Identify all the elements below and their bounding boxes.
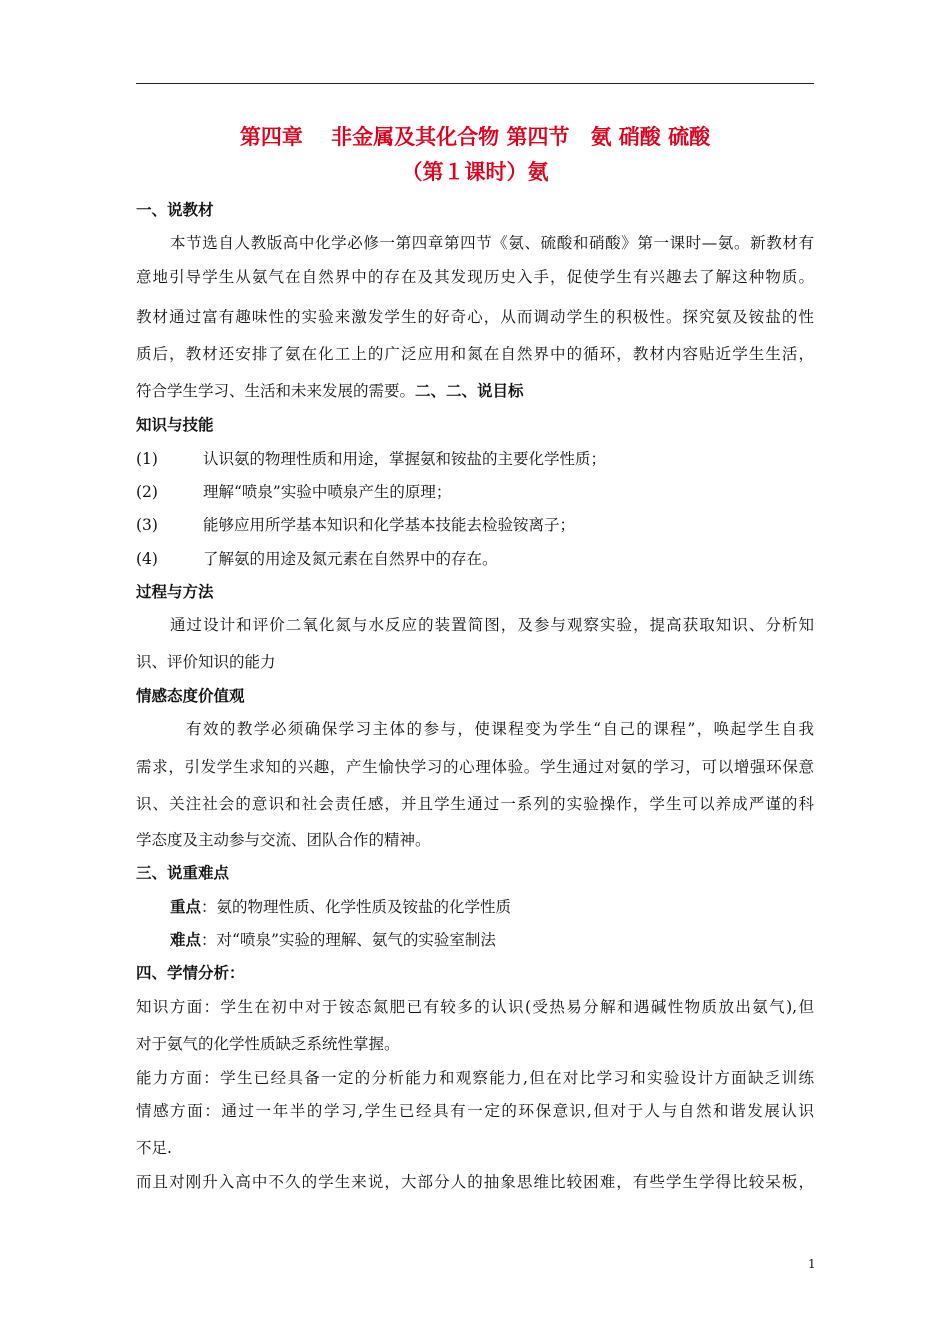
process-line1: 通过设计和评价二氧化氮与水反应的装置简图，及参与观察实验，提高获取知识、分析知 [170,616,814,634]
section4-line1: 知识方面：学生在初中对于铵态氮肥已有较多的认识(受热易分解和遇碱性物质放出氨气),但 [136,998,814,1016]
section1-line2: 意地引导学生从氨气在自然界中的存在及其发现历史入手，促使学生有兴趣去了解这种物质。 [136,268,814,286]
section1-line5 [136,380,524,402]
section4-heading: 四、学情分析： [136,963,245,982]
section3-heading: 三、说重难点 [136,863,230,882]
item-text-4: 了解氨的用途及氮元素在自然界中的存在。 [203,550,498,568]
difficult-point-label: 难点 [170,930,202,949]
item-text-2: 理解“喷泉”实验中喷泉产生的原理； [203,483,452,501]
section1-line4: 质后，教材还安排了氨在化工上的广泛应用和氮在自然界中的循环，教材内容贴近学生生活， [136,345,814,363]
section4-line6: 而且对刚升入高中不久的学生来说，大部分人的抽象思维比较困难，有些学生学得比较呆板， [136,1173,814,1191]
doc-title-line1: 第四章 非金属及其化合物 第四节 氨 硝酸 硫酸 [239,124,711,149]
section1-last-text: 符合学生学习、生活和未来发展的需要。 [136,382,416,400]
item-number-1: (1) [136,450,158,468]
section4-line4: 情感方面：通过一年半的学习,学生已经具有一定的环保意识,但对于人与自然和谐发展认识 [136,1102,814,1120]
item-number-4: (4) [136,550,158,568]
section4-line2: 对于氨气的化学性质缺乏系统性掌握。 [136,1035,400,1053]
section1-line1: 本节选自人教版高中化学必修一第四章第四节《氨、硫酸和硝酸》第一课时—氨。新教材有 [170,234,814,252]
emotion-heading: 情感态度价值观 [136,686,245,705]
key-point-label: 重点 [170,897,202,916]
emotion-line2: 需求，引发学生求知的兴趣，产生愉快学习的心理体验。学生通过对氨的学习，可以增强环保意 [136,758,814,776]
knowledge-heading: 知识与技能 [136,415,214,434]
process-line2: 识、评价知识的能力 [136,653,276,671]
item-text-3: 能够应用所学基本知识和化学基本技能去检验铵离子； [203,516,576,534]
section4-line3: 能力方面：学生已经具备一定的分析能力和观察能力,但在对比学习和实验设计方面缺乏训练 [136,1069,814,1087]
item-number-2: (2) [136,483,158,501]
page-number: 1 [808,1257,816,1271]
item-number-3: (3) [136,516,158,534]
item-text-1: 认识氨的物理性质和用途，掌握氨和铵盐的主要化学性质； [203,450,607,468]
section2-inline-heading: 二、二、说目标 [415,381,524,400]
key-point-text: ：氨的物理性质、化学性质及铵盐的化学性质 [201,898,512,916]
doc-title-line2: （第１课时）氨 [401,159,549,184]
section1-line3: 教材通过富有趣味性的实验来激发学生的好奇心，从而调动学生的积极性。探究氨及铵盐的性 [136,308,814,326]
header-rule [136,83,814,84]
emotion-line3: 识、关注社会的意识和社会责任感，并且学生通过一系列的实验操作，学生可以养成严谨的科 [136,795,814,813]
section1-heading: 一、说教材 [136,200,214,219]
section4-line5: 不足. [136,1139,172,1157]
difficult-point-text: ：对“喷泉”实验的理解、氨气的实验室制法 [201,931,496,949]
key-point-line [170,896,511,918]
difficult-point-line [170,929,496,951]
process-heading: 过程与方法 [136,582,214,601]
emotion-line1: 有效的教学必须确保学习主体的参与，使课程变为学生“自己的课程”，唤起学生自我 [186,720,814,738]
emotion-line4: 学态度及主动参与交流、团队合作的精神。 [136,831,431,849]
